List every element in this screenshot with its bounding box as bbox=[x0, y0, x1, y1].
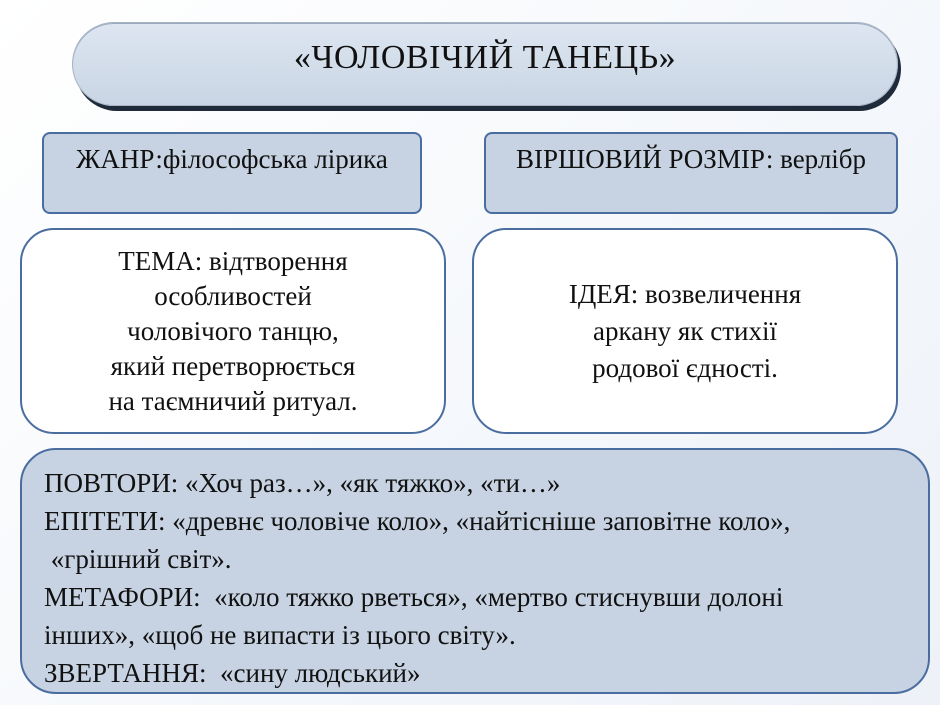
epithets-line: ЕПІТЕТИ: «древнє чоловіче коло», «найтісніше заповітне коло», bbox=[44, 506, 791, 536]
theme-line: який перетворюється bbox=[110, 350, 356, 381]
literary-devices-box bbox=[20, 448, 930, 694]
idea-text bbox=[569, 276, 801, 387]
theme-line: особливостей bbox=[154, 280, 312, 311]
theme-text bbox=[108, 244, 357, 419]
idea-line: ІДЕЯ: возвеличення bbox=[568, 278, 802, 309]
page-title: «ЧОЛОВІЧИЙ ТАНЕЦЬ» bbox=[293, 39, 677, 76]
apostrophe-line: ЗВЕРТАННЯ: «сину людський» bbox=[44, 658, 421, 688]
meter-label: ВІРШОВИЙ РОЗМІР: верлібр bbox=[515, 144, 867, 174]
idea-box bbox=[472, 228, 898, 434]
repetitions-line: ПОВТОРИ: «Хоч раз…», «як тяжко», «ти…» bbox=[44, 468, 561, 498]
idea-line: родової єдності. bbox=[592, 352, 778, 383]
title-banner bbox=[72, 22, 898, 106]
epithets-line-cont: «грішний світ». bbox=[44, 544, 232, 574]
metaphors-line-cont: інших», «щоб не випасти із цього світу». bbox=[44, 620, 516, 650]
theme-line: чоловічого танцю, bbox=[127, 315, 339, 346]
metaphors-line: МЕТАФОРИ: «коло тяжко рветься», «мертво стиснувши долоні bbox=[44, 582, 784, 612]
theme-line: на таємничий ритуал. bbox=[108, 385, 358, 416]
genre-box bbox=[42, 132, 422, 214]
idea-line: аркану як стихії bbox=[593, 315, 777, 346]
meter-box bbox=[484, 132, 898, 214]
genre-label: ЖАНР:філософська лірика bbox=[76, 144, 388, 174]
theme-box bbox=[20, 228, 446, 434]
theme-line: ТЕМА: відтворення bbox=[118, 245, 348, 276]
